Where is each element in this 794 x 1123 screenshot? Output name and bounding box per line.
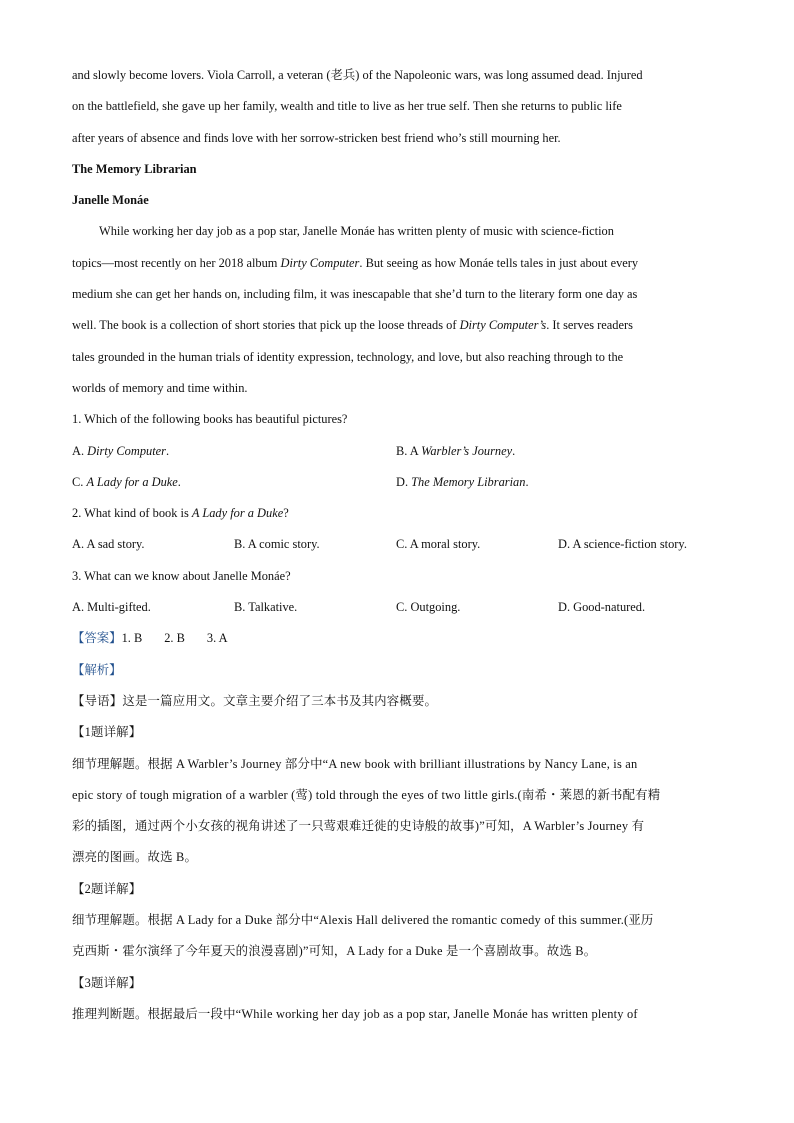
analysis-line: 细节理解题。根据 A Warbler’s Journey 部分中“A new book with brilliant illustrations by Nancy Lane, is an — [72, 756, 638, 771]
analysis-line: 漂亮的图画。故选 B。 — [72, 850, 198, 865]
book-title: The Memory Librarian — [72, 161, 197, 176]
analysis-line: epic story of tough migration of a warbler (莺) told through the eyes of two little girls.(南希・莱恩的新书配有精 — [72, 787, 661, 802]
answer-label: 【答案】 — [72, 631, 122, 646]
answer-item: 2. B — [164, 631, 185, 646]
question-stem: 2. What kind of book is A Lady for a Duke? — [72, 506, 289, 521]
passage-line: topics—most recently on her 2018 album Dirty Computer. But seeing as how Monáe tells tales in just about every — [72, 255, 639, 270]
passage-line: medium she can get her hands on, including film, it was inescapable that she’d turn to the literary form one day as — [72, 287, 638, 302]
option-d: D. A science-fiction story. — [558, 537, 687, 552]
option-row — [72, 436, 722, 467]
option-c: C. A Lady for a Duke. — [72, 474, 181, 489]
analysis-line: 克西斯・霍尔演绎了今年夏天的浪漫喜剧)”可知，A Lady for a Duke 是一个喜剧故事。故选 B。 — [72, 944, 597, 959]
passage-line: While working her day job as a pop star, Janelle Monáe has written plenty of music with science-fiction — [99, 224, 614, 239]
answer-item: 3. A — [206, 631, 228, 646]
passage-line: tales grounded in the human trials of identity expression, technology, and love, but also reaching through to the — [72, 349, 624, 364]
q1-detail-label: 【1题详解】 — [72, 725, 142, 740]
passage-line: well. The book is a collection of short stories that pick up the loose threads of Dirty Computer’s. It serves readers — [72, 318, 633, 333]
option-row — [72, 467, 722, 498]
option-c: C. A moral story. — [396, 537, 481, 552]
q2-detail-label: 【2题详解】 — [72, 881, 142, 896]
question-stem: 3. What can we know about Janelle Monáe? — [72, 568, 291, 583]
book-author: Janelle Monáe — [72, 193, 149, 208]
document-page — [72, 60, 722, 1030]
option-a: A. A sad story. — [72, 537, 145, 552]
option-row — [72, 529, 722, 560]
answer-row — [72, 623, 722, 654]
passage-line: and slowly become lovers. Viola Carroll, a veteran (老兵) of the Napoleonic wars, was long assumed dead. Injured — [72, 68, 643, 82]
option-d: D. The Memory Librarian. — [396, 474, 529, 489]
analysis-line: 推理判断题。根据最后一段中“While working her day job as a pop star, Janelle Monáe has written plenty of — [72, 1006, 638, 1021]
analysis-line: 细节理解题。根据 A Lady for a Duke 部分中“Alexis Hall delivered the romantic comedy of this summer.(亚历 — [72, 913, 654, 928]
option-d: D. Good-natured. — [558, 600, 646, 615]
option-b: B. Talkative. — [234, 600, 298, 615]
passage-line: on the battlefield, she gave up her family, wealth and title to live as her true self. Then she returns to public life — [72, 99, 622, 114]
option-b: B. A Warbler’s Journey. — [396, 443, 516, 458]
analysis-guide: 【导语】这是一篇应用文。文章主要介绍了三本书及其内容概要。 — [72, 693, 438, 708]
option-a: A. Dirty Computer. — [72, 443, 170, 458]
passage-line: after years of absence and finds love with her sorrow-stricken best friend who’s still mourning her. — [72, 130, 561, 145]
option-a: A. Multi-gifted. — [72, 600, 151, 615]
option-c: C. Outgoing. — [396, 600, 461, 615]
question-stem: 1. Which of the following books has beautiful pictures? — [72, 412, 348, 427]
passage-line: worlds of memory and time within. — [72, 380, 248, 395]
option-b: B. A comic story. — [234, 537, 320, 552]
answer-item: 1. B — [121, 631, 143, 646]
q3-detail-label: 【3题详解】 — [72, 975, 142, 990]
option-row — [72, 592, 722, 623]
analysis-line: 彩的插图，通过两个小女孩的视角讲述了一只莺艰难迁徙的史诗般的故事)”可知，A Warbler’s Journey 有 — [72, 819, 645, 834]
analysis-label: 【解析】 — [72, 662, 122, 677]
